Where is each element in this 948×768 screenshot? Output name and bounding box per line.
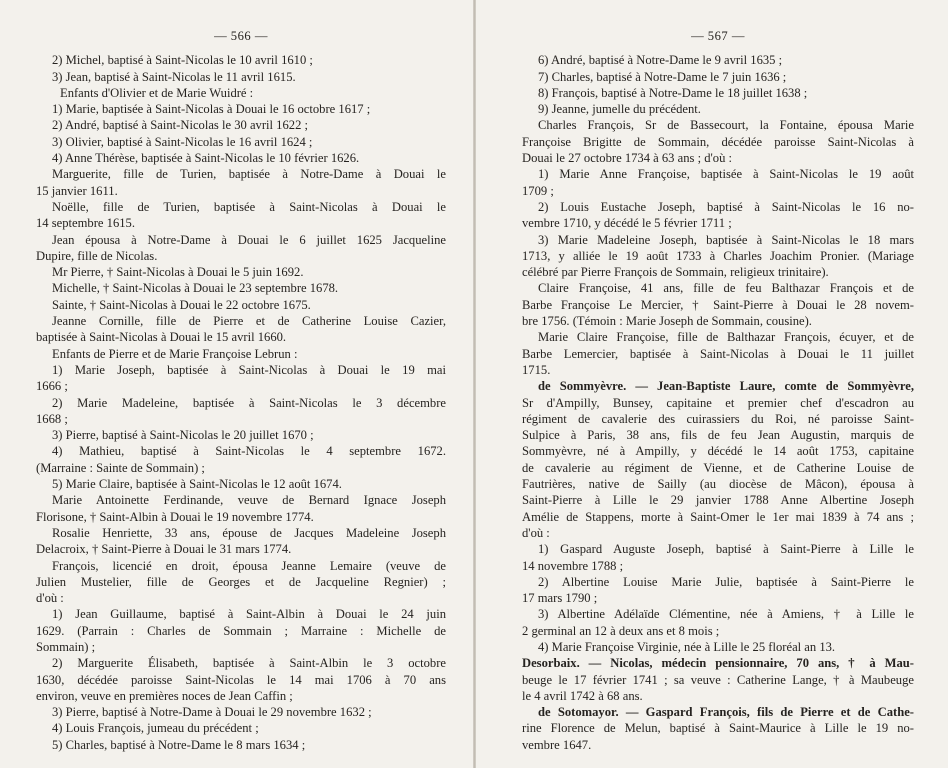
text-line: 1) Jean Guillaume, baptisé à Saint-Albin à Douai le 24 juin [52, 607, 446, 622]
text-line: 2) Marie Madeleine, baptisée à Saint-Nicolas le 3 décembre [52, 395, 446, 410]
text-line: 3) Pierre, baptisé à Saint-Nicolas le 20 juillet 1670 ; [52, 428, 314, 443]
text-line: Dupire, fille de Nicolas. [36, 248, 158, 263]
text-line: beuge le 17 février 1741 ; sa veuve : Catherine Lange, † à Maubeuge [522, 672, 914, 687]
text-line: 4) Louis François, jumeau du précédent ; [52, 721, 259, 736]
text-line: Sommyèvre, né à Ampilly, y décédé le 14 août 1753, capitaine [522, 444, 914, 459]
text-line: 8) François, baptisé à Notre-Dame le 18 juillet 1638 ; [538, 85, 808, 100]
text-line: 2) Michel, baptisé à Saint-Nicolas le 10 avril 1610 ; [52, 53, 313, 68]
text-line: vembre 1647. [522, 737, 592, 752]
text-line: Marguerite, fille de Turien, baptisée à Notre-Dame à Douai le [52, 167, 446, 182]
text-line: Rosalie Henriette, 33 ans, épouse de Jacques Madeleine Joseph [52, 525, 446, 540]
text-line: 4) Marie Françoise Virginie, née à Lille le 25 floréal an 13. [538, 639, 836, 654]
text-line: Claire Françoise, 41 ans, fille de feu Balthazar François et de [538, 281, 914, 296]
text-line: 3) Marie Madeleine Joseph, baptisée à Saint-Nicolas le 18 mars [538, 232, 914, 247]
text-line: Jean épousa à Notre-Dame à Douai le 6 juillet 1625 Jacqueline [52, 232, 446, 247]
text-line: Mr Pierre, † Saint-Nicolas à Douai le 5 juin 1692. [52, 265, 304, 280]
text-line: Saint-Pierre à Lille le 29 janvier 1788 Anne Albertine Joseph [522, 493, 914, 508]
entry-heading-sommyevre: de Sommyèvre. — Jean-Baptiste Laure, comte de Sommyèvre, [538, 379, 914, 394]
text-line: 17 mars 1790 ; [522, 591, 598, 606]
text-line: 2) Marguerite Élisabeth, baptisée à Saint-Albin le 3 octobre [52, 656, 446, 671]
text-line: Barbe Lemercier, baptisée à Saint-Nicolas à Douai le 11 juillet [522, 346, 914, 361]
text-line: 1713, y alliée le 19 août 1733 à Charles Joachim Pronier. (Mariage [522, 248, 914, 263]
text-line: 2 germinal an 12 à deux ans et 8 mois ; [522, 623, 720, 638]
text-line: 6) André, baptisé à Notre-Dame le 9 avril 1635 ; [538, 53, 783, 68]
text-line: Marie Antoinette Ferdinande, veuve de Bernard Ignace Joseph [52, 493, 446, 508]
text-line: 4) Anne Thérèse, baptisée à Saint-Nicolas le 10 février 1626. [52, 151, 360, 166]
text-line: Jeanne Cornille, fille de Pierre et de Catherine Louise Cazier, [52, 314, 446, 329]
text-line: (Marraine : Sainte de Sommain) ; [36, 460, 205, 475]
text-line: de cavalerie au régiment de Vienne, et de Catherine Louise de [522, 460, 914, 475]
text-line: régiment de cavalerie des cuirassiers du Roi, né paroisse Saint- [522, 411, 914, 426]
text-line: Charles François, Sr de Bassecourt, la Fontaine, épousa Marie [538, 118, 914, 133]
text-line: Douai le 27 octobre 1734 à 63 ans ; d'où : [522, 151, 733, 166]
text-line: Sainte, † Saint-Nicolas à Douai le 22 octobre 1675. [52, 297, 311, 312]
text-line: rine Florence de Melun, baptisé à Saint-Maurice à Lille le 19 no- [522, 721, 914, 736]
text-line: 1629. (Parrain : Charles de Sommain ; Marraine : Michelle de [36, 623, 446, 638]
text-line: 15 janvier 1611. [36, 183, 118, 198]
text-line: baptisée à Saint-Nicolas à Douai le 15 avril 1660. [36, 330, 287, 345]
text-line: Marie Claire Françoise, fille de Balthazar François, écuyer, et de [538, 330, 914, 345]
text-line: Françoise Brigitte de Sommain, décédée paroisse Saint-Nicolas à [522, 134, 914, 149]
text-line: Delacroix, † Saint-Pierre à Douai le 31 mars 1774. [36, 542, 292, 557]
text-line: 9) Jeanne, jumelle du précédent. [538, 102, 701, 117]
text-line: Sommain) ; [36, 639, 96, 654]
text-line: bre 1756. (Témoin : Marie Joseph de Sommain, cousine). [522, 314, 812, 329]
page-number-left: — 566 — [214, 29, 268, 43]
text-line: 3) Albertine Adélaïde Clémentine, née à Amiens, † à Lille le [538, 607, 914, 622]
text-line: Fautrières, native de Sailly (au diocèse de Mâcon), épousa à [522, 477, 914, 492]
text-line: environ, veuve en premières noces de Jean Caffin ; [36, 688, 293, 703]
text-line: 3) Pierre, baptisé à Notre-Dame à Douai le 29 novembre 1632 ; [52, 705, 372, 720]
text-line: 1630, décédée paroisse Saint-Nicolas le 14 mai 1706 à 70 ans [36, 672, 446, 687]
text-line: 5) Marie Claire, baptisée à Saint-Nicolas le 12 août 1674. [52, 477, 342, 492]
text-line: d'où : [36, 591, 64, 606]
text-line: 1715. [522, 362, 551, 377]
text-line: Noëlle, fille de Turien, baptisée à Saint-Nicolas à Douai le [52, 199, 446, 214]
page-number-right: — 567 — [691, 29, 745, 43]
text-line: Barbe Françoise Le Mercier, † Saint-Pierre à Douai le 28 novem- [522, 297, 914, 312]
text-line: 1) Marie Anne Françoise, baptisée à Saint-Nicolas le 19 août [538, 167, 914, 182]
right-page [474, 0, 948, 768]
text-line: d'où : [522, 525, 550, 540]
text-line: 3) Jean, baptisé à Saint-Nicolas le 11 avril 1615. [52, 69, 296, 84]
text-line: 4) Mathieu, baptisé à Saint-Nicolas le 4 septembre 1672. [52, 444, 446, 459]
text-line: 3) Olivier, baptisé à Saint-Nicolas le 16 avril 1624 ; [52, 134, 313, 149]
entry-heading-sotomayor: de Sotomayor. — Gaspard François, fils de Pierre et de Cathe- [538, 705, 914, 720]
text-line: Florisone, † Saint-Albin à Douai le 19 novembre 1774. [36, 509, 314, 524]
entry-heading-desorbaix: Desorbaix. — Nicolas, médecin pensionnaire, 70 ans, † à Mau- [522, 656, 914, 671]
text-line: 1) Marie Joseph, baptisée à Saint-Nicolas à Douai le 19 mai [52, 362, 446, 377]
text-line: 14 novembre 1788 ; [522, 558, 624, 573]
text-line: le 4 avril 1742 à 68 ans. [522, 688, 643, 703]
text-line: François, licencié en droit, épousa Jeanne Lemaire (veuve de [52, 558, 446, 573]
text-line: célébré par Pierre François de Sommain, religieux trinitaire). [522, 265, 829, 280]
text-line: 7) Charles, baptisé à Notre-Dame le 7 juin 1636 ; [538, 69, 787, 84]
text-line: Sr d'Ampilly, Bunsey, capitaine et premier chef d'escadron au [522, 395, 914, 410]
text-line: 14 septembre 1615. [36, 216, 135, 231]
text-line: Michelle, † Saint-Nicolas à Douai le 23 septembre 1678. [52, 281, 339, 296]
text-line: 2) André, baptisé à Saint-Nicolas le 30 avril 1622 ; [52, 118, 309, 133]
text-line: 5) Charles, baptisé à Notre-Dame le 8 mars 1634 ; [52, 737, 306, 752]
text-line: Enfants de Pierre et de Marie Françoise Lebrun : [52, 346, 298, 361]
text-line: Amélie de Stappens, morte à Saint-Omer le 1er mai 1839 à 74 ans ; [522, 509, 914, 524]
text-line: 1666 ; [36, 379, 68, 394]
text-line: vembre 1710, y décédé le 5 février 1711 ; [522, 216, 732, 231]
text-line: 1) Marie, baptisée à Saint-Nicolas à Douai le 16 octobre 1617 ; [52, 102, 371, 117]
text-line: Sulpice à Paris, 38 ans, fils de feu Jean Augustin, marquis de [522, 428, 914, 443]
text-line: 1709 ; [522, 183, 554, 198]
text-line: Julien Mustelier, fille de Georges et de Jacqueline Regnier) ; [36, 574, 446, 589]
text-line: 1668 ; [36, 411, 68, 426]
text-line: 1) Gaspard Auguste Joseph, baptisé à Saint-Pierre à Lille le [538, 542, 914, 557]
text-line: Enfants d'Olivier et de Marie Wuidré : [60, 85, 254, 100]
text-line: 2) Albertine Louise Marie Julie, baptisée à Saint-Pierre le [538, 574, 914, 589]
text-line: 2) Louis Eustache Joseph, baptisé à Saint-Nicolas le 16 no- [538, 199, 914, 214]
